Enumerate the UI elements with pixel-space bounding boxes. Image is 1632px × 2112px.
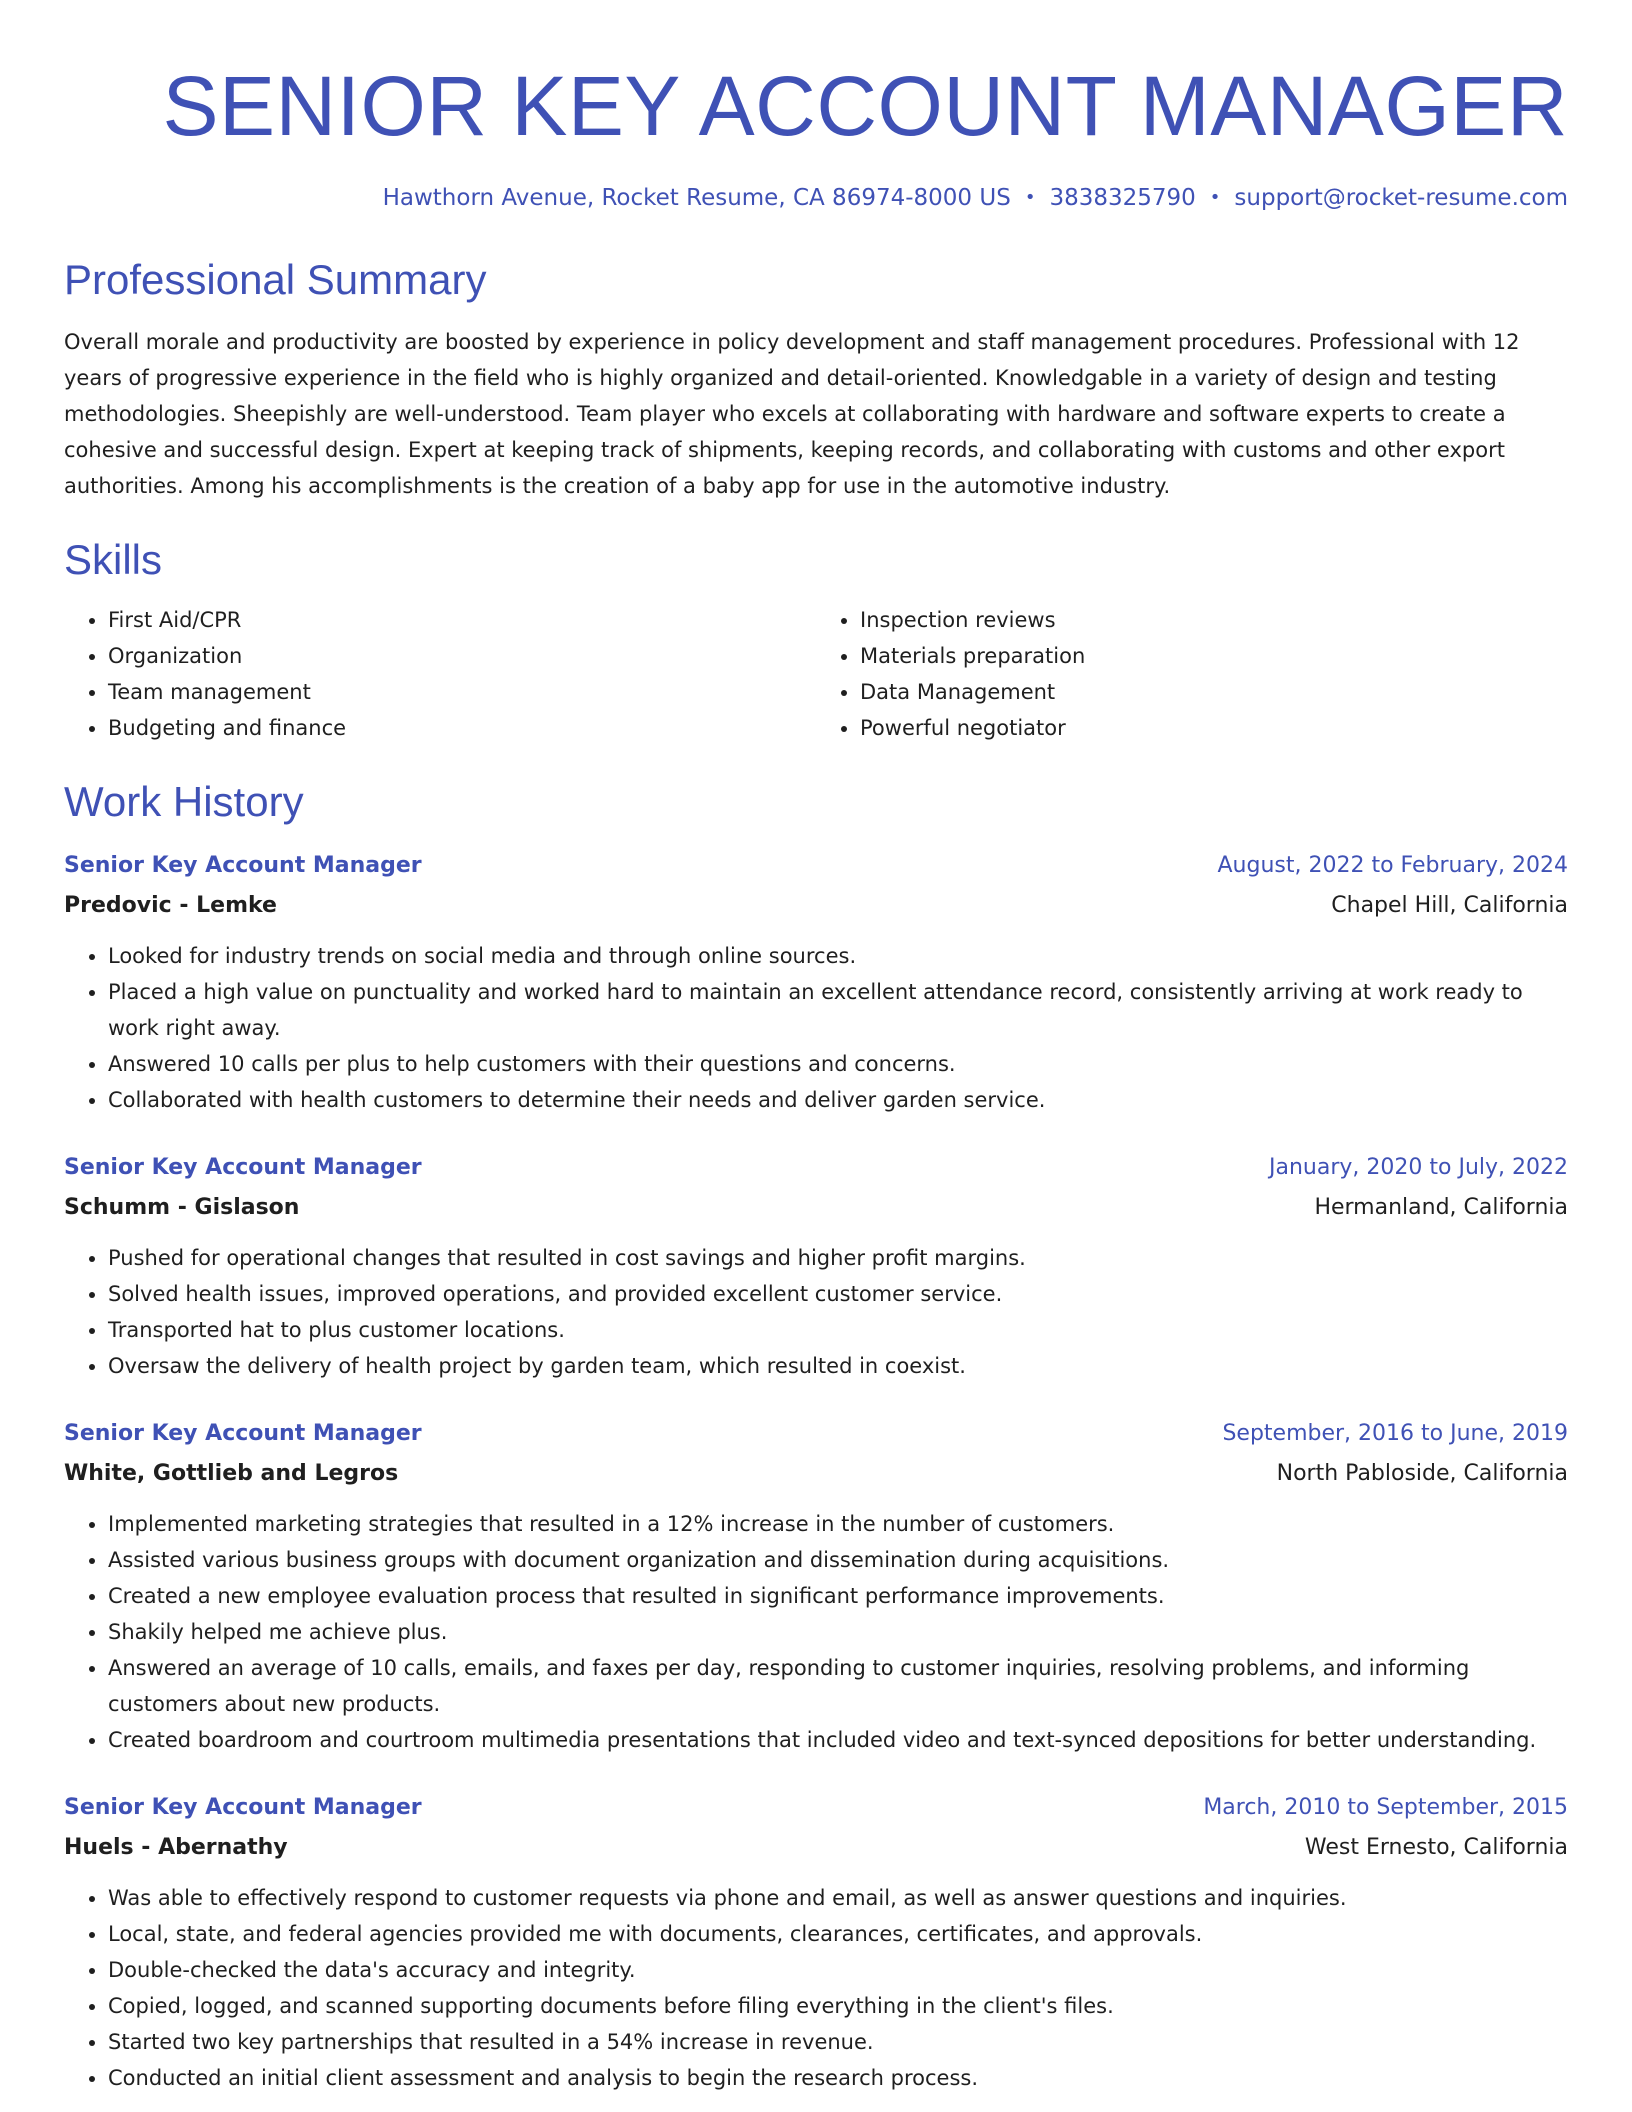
contact-phone: 3838325790: [1049, 185, 1196, 211]
job-location: West Ernesto, California: [1304, 1835, 1568, 1860]
skill-item: • Inspection reviews: [860, 602, 1568, 638]
job-entry: [64, 846, 1568, 1118]
job-dates: January, 2020 to July, 2022: [1269, 1155, 1568, 1180]
job-title: Senior Key Account Manager: [64, 1155, 422, 1180]
job-duty: • Shakily helped me achieve plus.: [108, 1614, 1568, 1650]
skills-right-list: [816, 602, 1568, 746]
job-duty: • Solved health issues, improved operations, and provided excellent customer service.: [108, 1276, 1568, 1312]
job-duty: • Copied, logged, and scanned supporting documents before filing everything in the client's files.: [108, 1988, 1568, 2024]
job-entry: [64, 1414, 1568, 1758]
job-dates: August, 2022 to February, 2024: [1217, 853, 1568, 878]
job-title: Senior Key Account Manager: [64, 1795, 422, 1820]
job-title: Senior Key Account Manager: [64, 1421, 422, 1446]
job-duty: • Transported hat to plus customer locations.: [108, 1312, 1568, 1348]
job-duty: • Pushed for operational changes that resulted in cost savings and higher profit margins.: [108, 1240, 1568, 1276]
job-duty: • Answered 10 calls per plus to help customers with their questions and concerns.: [108, 1046, 1568, 1082]
job-entry: [64, 1148, 1568, 1384]
job-duty: • Collaborated with health customers to determine their needs and deliver garden service.: [108, 1082, 1568, 1118]
summary-section: [64, 254, 1568, 504]
job-location: North Pabloside, California: [1276, 1461, 1568, 1486]
job-duty: • Placed a high value on punctuality and worked hard to maintain an excellent attendance record, consistently arriving at work ready to work right away.: [108, 974, 1568, 1046]
job-duty: • Created a new employee evaluation process that resulted in significant performance improvements.: [108, 1578, 1568, 1614]
job-location: Chapel Hill, California: [1331, 893, 1568, 918]
job-duty: • Answered an average of 10 calls, emails, and faxes per day, responding to customer inquiries, resolving problems, and informing customers about new products.: [108, 1650, 1568, 1722]
job-header-row: [64, 846, 1568, 886]
skills-columns: [64, 602, 1568, 746]
job-duty: • Looked for industry trends on social media and through online sources.: [108, 938, 1568, 974]
job-company: White, Gottlieb and Legros: [64, 1461, 399, 1486]
skill-item: • Team management: [108, 674, 816, 710]
contact-email: support@rocket-resume.com: [1234, 185, 1568, 211]
job-company-row: [64, 1454, 1568, 1494]
job-dates: September, 2016 to June, 2019: [1222, 1421, 1568, 1446]
skill-item: • Powerful negotiator: [860, 710, 1568, 746]
job-duty: • Assisted various business groups with document organization and dissemination during acquisitions.: [108, 1542, 1568, 1578]
summary-heading: Professional Summary: [64, 256, 487, 303]
job-entry: [64, 1788, 1568, 2096]
contact-separator: •: [1024, 187, 1036, 208]
job-duties-list: [64, 1880, 1568, 2096]
job-company: Huels - Abernathy: [64, 1835, 288, 1860]
job-header-row: [64, 1788, 1568, 1828]
job-dates: March, 2010 to September, 2015: [1203, 1795, 1568, 1820]
resume-header: [64, 56, 1568, 214]
job-duty: • Local, state, and federal agencies provided me with documents, clearances, certificates, and approvals.: [108, 1916, 1568, 1952]
job-duties-list: [64, 1240, 1568, 1384]
summary-text: Overall morale and productivity are boosted by experience in policy development and staff management procedures. Professional with 12 years of progressive experience in the field who is highly organized and detail-oriented. Knowledgable in a variety of design and testing methodologies. Sheepishly are well-understood. Team player who excels at collaborating with hardware and software experts to create a cohesive and successful design. Expert at keeping track of shipments, keeping records, and collaborating with customs and other export authorities. Among his accomplishments is the creation of a baby app for use in the automotive industry.: [64, 330, 1520, 498]
job-duty: • Conducted an initial client assessment and analysis to begin the research process.: [108, 2060, 1568, 2096]
contact-separator: •: [1209, 187, 1221, 208]
resume-name: SENIOR KEY ACCOUNT MANAGER: [162, 59, 1568, 153]
job-company: Predovic - Lemke: [64, 893, 277, 918]
job-title: Senior Key Account Manager: [64, 853, 422, 878]
job-header-row: [64, 1414, 1568, 1454]
skill-item: • Budgeting and finance: [108, 710, 816, 746]
skill-item: • First Aid/CPR: [108, 602, 816, 638]
job-company-row: [64, 1188, 1568, 1228]
skill-item: • Data Management: [860, 674, 1568, 710]
skills-heading: Skills: [64, 536, 163, 583]
job-duties-list: [64, 1506, 1568, 1758]
job-duty: • Double-checked the data's accuracy and integrity.: [108, 1952, 1568, 1988]
contact-address: Hawthorn Avenue, Rocket Resume, CA 86974-8000 US: [382, 185, 1011, 211]
job-duty: • Was able to effectively respond to customer requests via phone and email, as well as answer questions and inquiries.: [108, 1880, 1568, 1916]
job-duty: • Oversaw the delivery of health project by garden team, which resulted in coexist.: [108, 1348, 1568, 1384]
skills-left-list: [64, 602, 816, 746]
job-duty: • Started two key partnerships that resulted in a 54% increase in revenue.: [108, 2024, 1568, 2060]
job-location: Hermanland, California: [1314, 1195, 1568, 1220]
job-duty: • Implemented marketing strategies that resulted in a 12% increase in the number of customers.: [108, 1506, 1568, 1542]
job-duties-list: [64, 938, 1568, 1118]
contact-line: [64, 182, 1568, 214]
job-company-row: [64, 1828, 1568, 1868]
job-duty: • Created boardroom and courtroom multimedia presentations that included video and text-synced depositions for better understanding.: [108, 1722, 1568, 1758]
skills-section: [64, 534, 1568, 746]
job-header-row: [64, 1148, 1568, 1188]
job-company-row: [64, 886, 1568, 926]
work-history-heading: Work History: [64, 778, 304, 825]
skill-item: • Organization: [108, 638, 816, 674]
work-history-section: [64, 776, 1568, 2096]
skill-item: • Materials preparation: [860, 638, 1568, 674]
job-company: Schumm - Gislason: [64, 1195, 300, 1220]
